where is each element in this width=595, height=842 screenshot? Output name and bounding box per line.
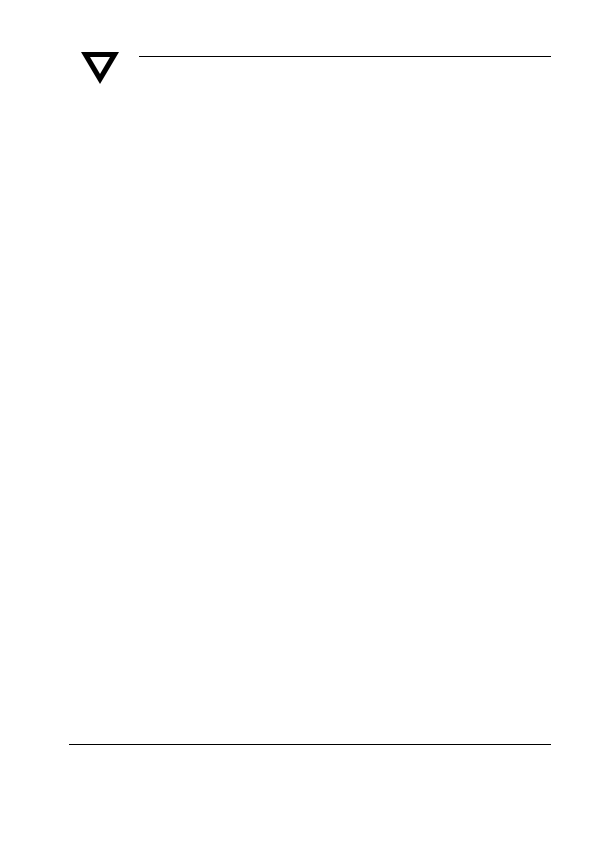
footer-rule <box>69 744 551 745</box>
logo-triangle-icon <box>81 52 119 84</box>
vishay-logo <box>68 36 132 84</box>
header-rule <box>139 56 551 57</box>
